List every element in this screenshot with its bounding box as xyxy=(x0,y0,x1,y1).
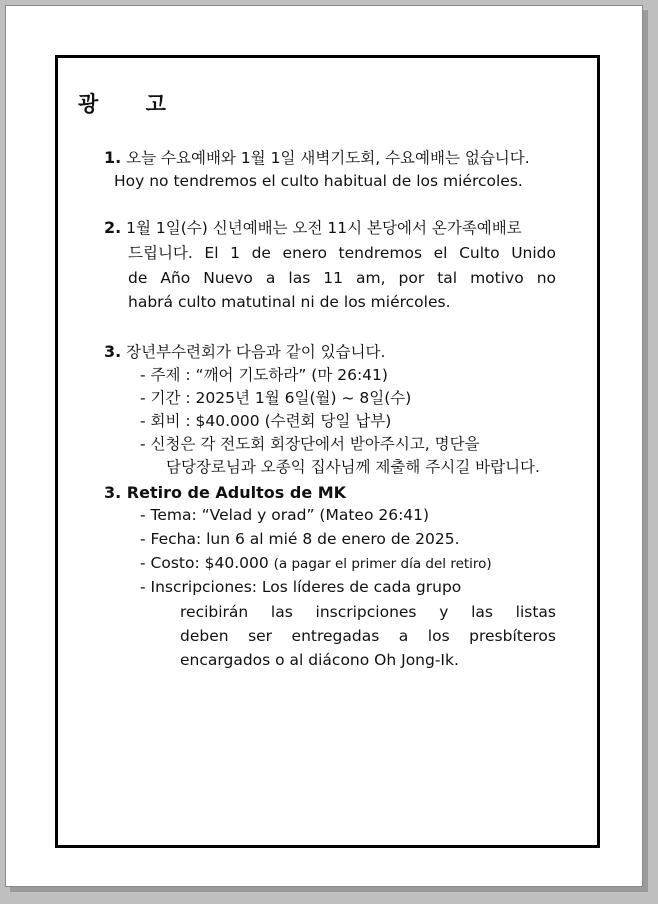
item-3-es-insc-3: deben ser entregadas a los presbíteros xyxy=(180,627,556,645)
item-3-es-fecha: - Fecha: lun 6 al mié 8 de enero de 2025. xyxy=(140,530,460,548)
item-3-apply-2: 담당장로님과 오종익 집사님께 제출해 주시길 바랍니다. xyxy=(166,458,540,476)
item-3-es-costo-main: - Costo: $40.000 xyxy=(140,554,274,572)
item-3-es-insc-1: - Inscripciones: Los líderes de cada grupo xyxy=(140,578,462,596)
item-3-es-costo-note: (a pagar el primer día del retiro) xyxy=(273,556,492,572)
item-3-period: - 기간 : 2025년 1월 6일(월) ~ 8일(수) xyxy=(140,389,412,407)
item-2-line-1 xyxy=(104,220,522,237)
item-3-intro xyxy=(104,344,385,361)
item-3-intro-text: 장년부수련회가 다음과 같이 있습니다. xyxy=(126,343,386,361)
item-1-line-1 xyxy=(104,150,530,167)
item-2-korean: 1월 1일(수) 신년예배는 오전 11시 본당에서 온가족예배로 xyxy=(126,219,522,237)
item-2-number: 2. xyxy=(104,218,122,237)
item-3-es-heading: 3. Retiro de Adultos de MK xyxy=(104,483,347,502)
item-2-line-2: 드립니다. El 1 de enero tendremos el Culto Unido xyxy=(128,244,556,262)
item-2-line-4: habrá culto matutinal ni de los miércoles. xyxy=(128,293,451,311)
item-3-es-insc-4: encargados o al diácono Oh Jong-Ik. xyxy=(180,651,459,669)
item-3-es-tema: - Tema: “Velad y orad” (Mateo 26:41) xyxy=(140,506,430,524)
item-3-es-costo xyxy=(140,556,492,572)
item-3-fee: - 회비 : $40.000 (수련회 당일 납부) xyxy=(140,412,392,430)
item-2-line-3: de Año Nuevo a las 11 am, por tal motivo no xyxy=(128,269,556,287)
item-1-number: 1. xyxy=(104,148,122,167)
item-3-theme: - 주제 : “깨어 기도하라” (마 26:41) xyxy=(140,366,388,384)
item-3-number: 3. xyxy=(104,342,122,361)
page-title: 광 고 xyxy=(78,91,186,116)
item-1-korean: 오늘 수요예배와 1월 1일 새벽기도회, 수요예배는 없습니다. xyxy=(126,149,530,167)
item-3-es-insc-2: recibirán las inscripciones y las listas xyxy=(180,603,556,621)
item-3-apply-1: - 신청은 각 전도회 회장단에서 받아주시고, 명단을 xyxy=(140,435,480,453)
item-1-spanish: Hoy no tendremos el culto habitual de los miércoles. xyxy=(114,172,523,190)
